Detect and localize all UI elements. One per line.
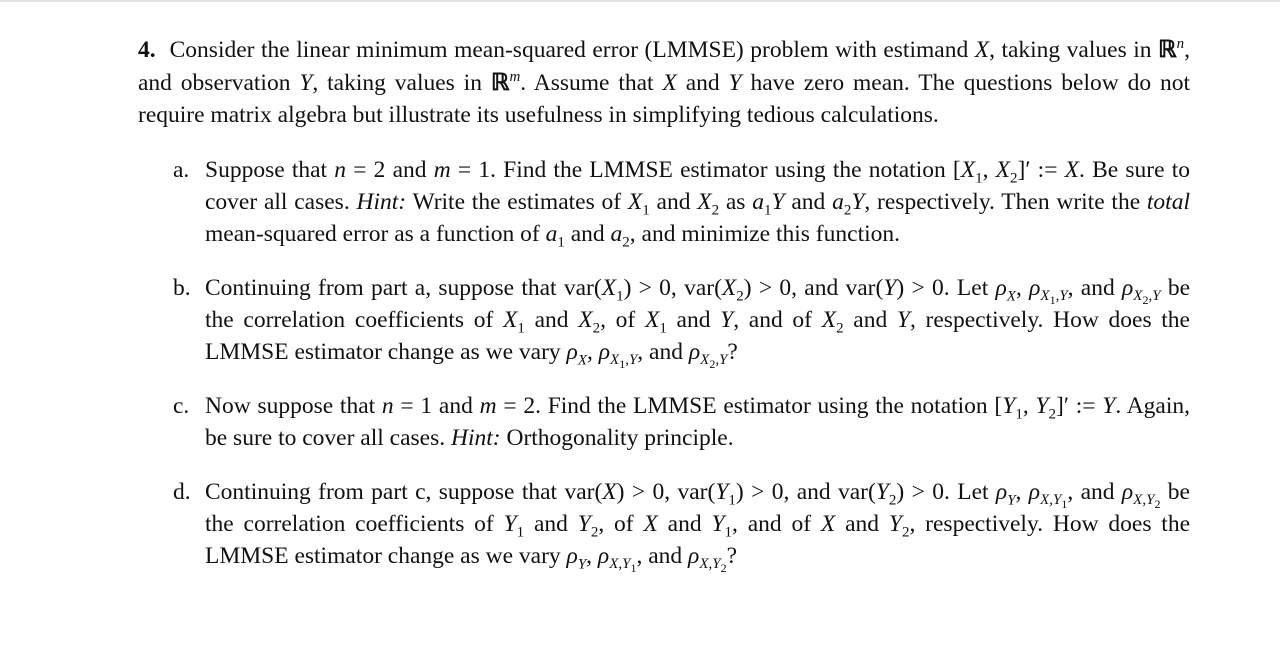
part-label: a.: [173, 156, 190, 183]
problem-intro: 4. Consider the linear minimum mean-squared error (LMMSE) problem with estimand X, taking values in ℝ$^n$, and observation Y, taking values in ℝ$^m$. Assume that X and Y have zero mean. The questions below do not require matrix algebra but illustrate its usefulness in simplifying tedious calculations.: [138, 36, 1190, 128]
part-label: d.: [173, 478, 191, 505]
part-b: b. Continuing from part a, suppose that $var(X_1) > 0$, $var(X_2) > 0$, and var(Y) > 0. Let $\rho_X$, $\rho_{X_1,Y}$, and $\rho_{X_2,Y}$ be the correlation coefficients of $X_1$ and $X_2$, of $X_1$ and Y, and of $X_2$ and Y, respectively. How does the LMMSE estimator change as we vary $\rho_X$, $\rho_{X_1,Y}$, and $\rho_{X_2,Y}$?: [138, 272, 1190, 368]
page-top-rule: [0, 0, 1280, 2]
part-a: a. Suppose that n = 2 and m = 1. Find the LMMSE estimator using the notation [$X_1$, $X_2]'$ := X. Be sure to cover all cases. Hint: Write the estimates of $X_1$ and $X_2$ as $a_1Y$ and $a_2Y$, respectively. Then write the total mean-squared error as a function of $a_1$ and $a_2$, and minimize this function.: [138, 154, 1190, 250]
part-d: d. Continuing from part c, suppose that var(X) > 0, $var(Y_1) > 0$, and $var(Y_2) > 0$. Let $\rho_Y$, $\rho_{X,Y_1}$, and $\rho_{X,Y_2}$ be the correlation coefficients of $Y_1$ and $Y_2$, of X and $Y_1$, and of X and $Y_2$, respectively. How does the LMMSE estimator change as we vary $\rho_Y$, $\rho_{X,Y_1}$, and $\rho_{X,Y_2}$?: [138, 476, 1190, 572]
part-label: c.: [173, 392, 190, 419]
problem-number: 4.: [138, 37, 156, 63]
part-label: b.: [173, 274, 191, 301]
part-c: c. Now suppose that n = 1 and m = 2. Find the LMMSE estimator using the notation [$Y_1$, $Y_2]'$ := Y. Again, be sure to cover all cases. Hint: Orthogonality principle.: [138, 390, 1190, 454]
problem-4: [138, 34, 1191, 576]
parts-list: [138, 154, 1191, 576]
